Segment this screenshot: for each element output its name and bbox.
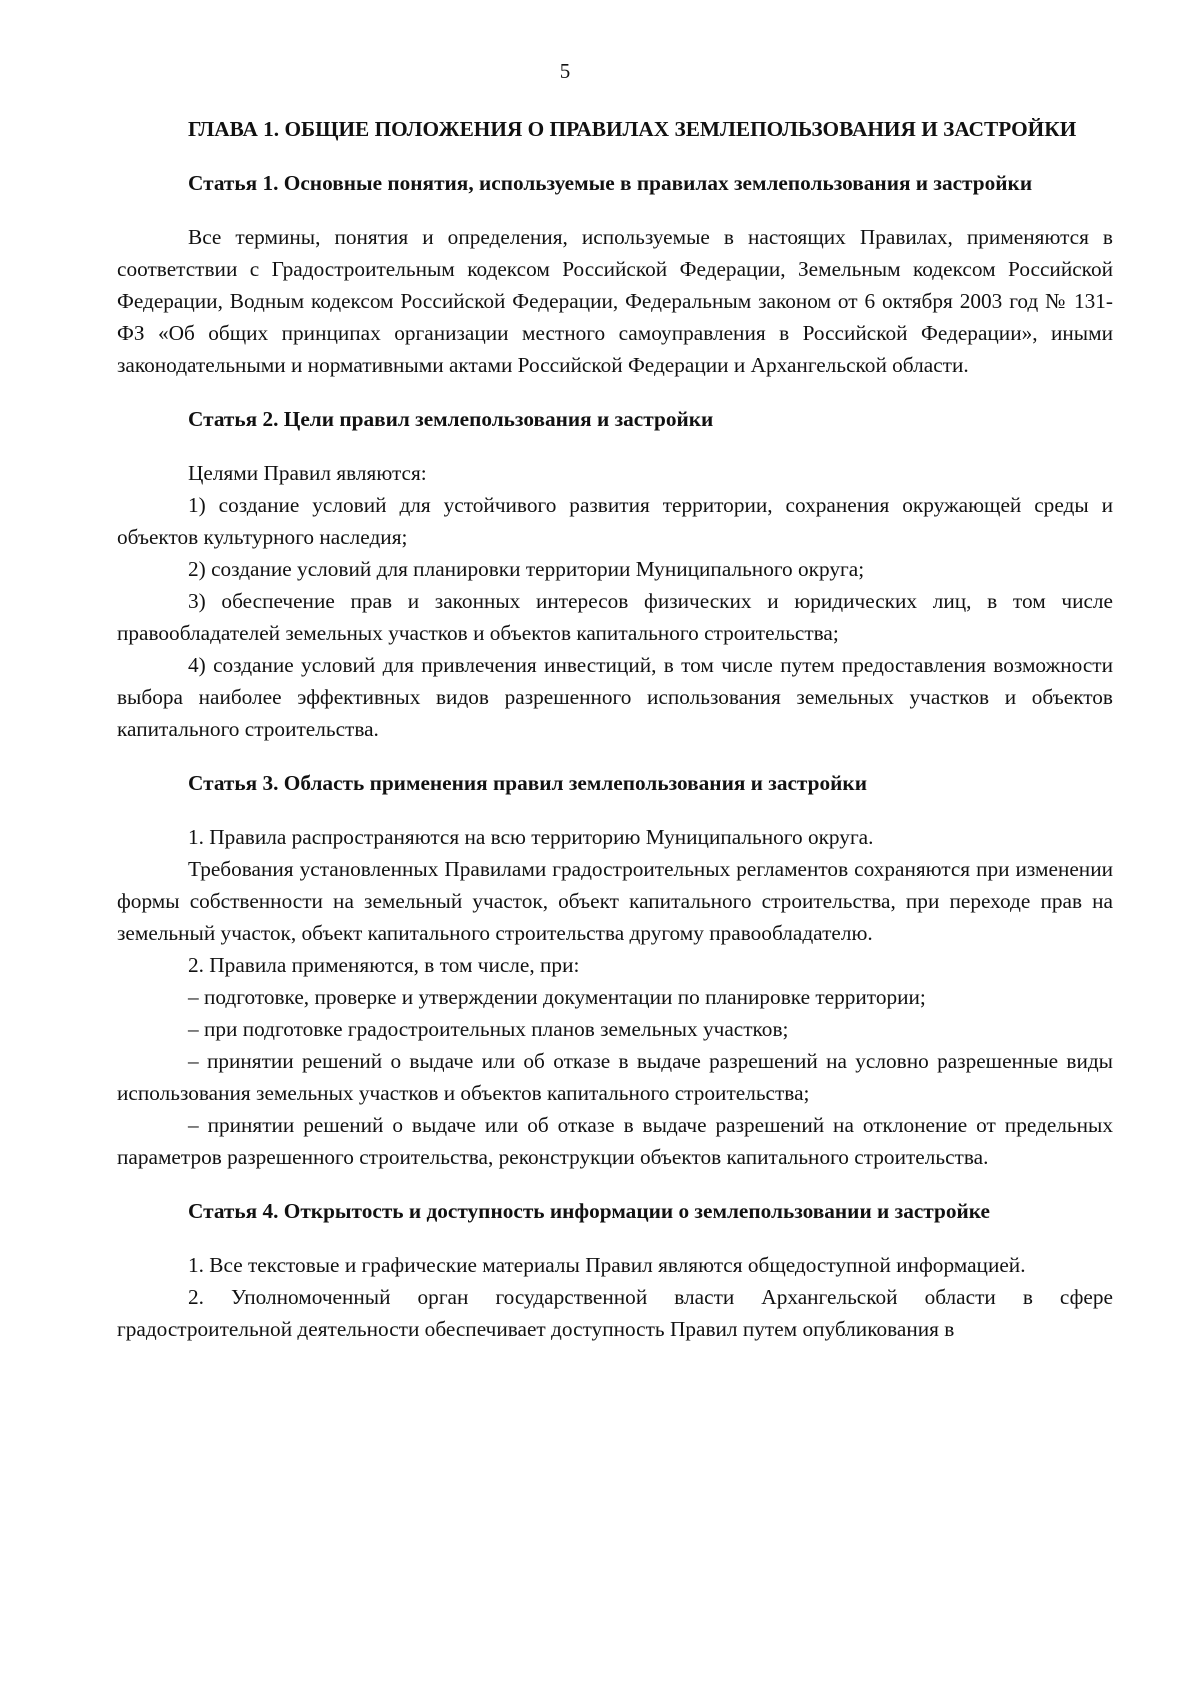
article-3-list-item: – принятии решений о выдаче или об отказе в выдаче разрешений на отклонение от предельных параметров разрешенного строительства, реконструкции объектов капитального строительства. — [117, 1113, 1113, 1169]
article-3-paragraph: 1. Правила распространяются на всю территорию Муниципального округа. — [188, 825, 874, 849]
article-2-item: 4) создание условий для привлечения инвестиций, в том числе путем предоставления возможности выбора наиболее эффективных видов разрешенного использования земельных участков и объектов капитального строительства. — [117, 653, 1113, 741]
page-number: 5 — [559, 59, 571, 83]
article-3-paragraph: Требования установленных Правилами градостроительных регламентов сохраняются при изменении формы собственности на земельный участок, объект капитального строительства, при переходе прав на земельный участок, объект капитального строительства другому правообладателю. — [117, 857, 1113, 945]
page-content — [117, 113, 1113, 1345]
article-4-title: Статья 4. Открытость и доступность информации о землепользовании и застройке — [188, 1199, 990, 1223]
article-4-paragraph: 2. Уполномоченный орган государственной власти Архангельской области в сфере градостроительной деятельности обеспечивает доступность Правил путем опубликования в — [117, 1285, 1113, 1341]
article-1-title: Статья 1. Основные понятия, используемые в правилах землепользования и застройки — [188, 171, 1033, 195]
article-3-list-item: – при подготовке градостроительных планов земельных участков; — [188, 1017, 789, 1041]
article-2-item: 1) создание условий для устойчивого развития территории, сохранения окружающей среды и объектов культурного наследия; — [117, 493, 1113, 549]
article-4-paragraph: 1. Все текстовые и графические материалы Правил являются общедоступной информацией. — [188, 1253, 1026, 1277]
chapter-title: ГЛАВА 1. ОБЩИЕ ПОЛОЖЕНИЯ О ПРАВИЛАХ ЗЕМЛЕПОЛЬЗОВАНИЯ И ЗАСТРОЙКИ — [188, 117, 1077, 141]
article-1-text: Все термины, понятия и определения, используемые в настоящих Правилах, применяются в соответствии с Градостроительным кодексом Российской Федерации, Земельным кодексом Российской Федерации, Водным кодексом Российской Федерации, Федеральным законом от 6 октября 2003 год № 131-ФЗ «Об общих принципах организации местного самоуправления в Российской Федерации», иными законодательными и нормативными актами Российской Федерации и Архангельской области. — [117, 225, 1113, 377]
article-3-list-item: – подготовке, проверке и утверждении документации по планировке территории; — [188, 985, 926, 1009]
article-2-item: 2) создание условий для планировки территории Муниципального округа; — [188, 557, 865, 581]
article-3-title: Статья 3. Область применения правил землепользования и застройки — [188, 771, 867, 795]
article-2-intro: Целями Правил являются: — [188, 461, 427, 485]
article-3-paragraph: 2. Правила применяются, в том числе, при: — [188, 953, 580, 977]
article-3-list-item: – принятии решений о выдаче или об отказе в выдаче разрешений на условно разрешенные виды использования земельных участков и объектов капитального строительства; — [117, 1049, 1113, 1105]
article-2-title: Статья 2. Цели правил землепользования и застройки — [188, 407, 714, 431]
article-2-item: 3) обеспечение прав и законных интересов физических и юридических лиц, в том числе правообладателей земельных участков и объектов капитального строительства; — [117, 589, 1113, 645]
